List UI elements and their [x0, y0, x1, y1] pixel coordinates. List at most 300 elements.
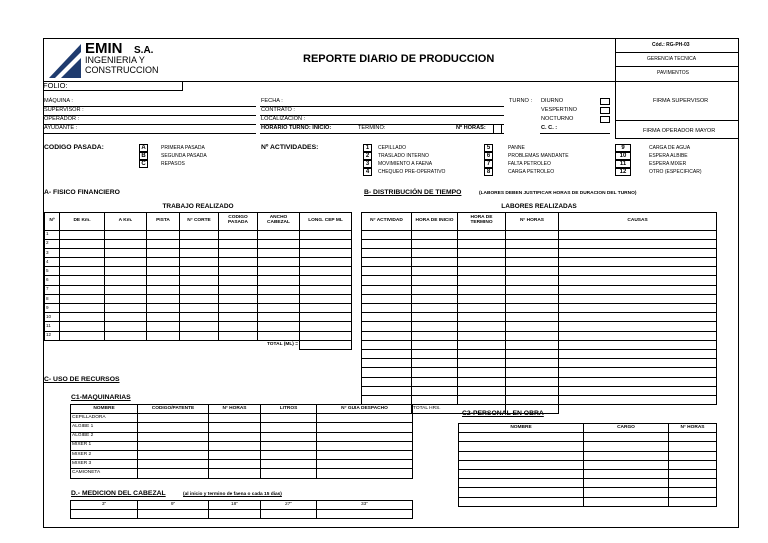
column-header: N° HORAS [506, 212, 559, 230]
table-cell[interactable] [258, 294, 300, 303]
table-cell[interactable] [261, 450, 317, 459]
table-cell[interactable] [219, 285, 258, 294]
table-cell[interactable] [458, 359, 506, 368]
table-cell[interactable] [458, 340, 506, 349]
table-cell[interactable] [60, 239, 105, 248]
table-cell[interactable] [258, 313, 300, 322]
table-cell[interactable] [219, 294, 258, 303]
table-cell[interactable] [459, 479, 584, 488]
table-cell[interactable] [412, 230, 458, 239]
table-cell[interactable] [180, 285, 219, 294]
header-divider [182, 81, 183, 90]
table-cell[interactable] [458, 313, 506, 322]
table-row [362, 377, 717, 386]
table-cell[interactable] [458, 368, 506, 377]
table-cell[interactable] [506, 276, 559, 285]
table-cell[interactable] [180, 322, 219, 331]
table-cell[interactable] [180, 304, 219, 313]
table-cell[interactable] [258, 322, 300, 331]
table-cell[interactable] [300, 276, 352, 285]
table-cell[interactable] [559, 239, 717, 248]
table-cell[interactable] [362, 340, 412, 349]
activity-code: 4 [363, 168, 372, 176]
table-cell[interactable] [362, 294, 412, 303]
table-cell[interactable] [362, 258, 412, 267]
contrato-label: CONTRATO : [261, 107, 295, 113]
firma-operador-label: FIRMA OPERADOR MAYOR [643, 128, 716, 134]
table-cell[interactable] [584, 497, 669, 506]
table-cell[interactable] [362, 386, 412, 395]
table-cell[interactable] [180, 331, 219, 340]
table-cell[interactable] [147, 267, 180, 276]
table-cell[interactable] [258, 331, 300, 340]
table-cell[interactable] [412, 248, 458, 257]
page-title: REPORTE DIARIO DE PRODUCCION [303, 53, 495, 65]
table-cell[interactable] [559, 322, 717, 331]
table-row [71, 460, 413, 469]
header-divider [615, 52, 739, 53]
table-cell[interactable] [506, 313, 559, 322]
table-cell[interactable] [506, 230, 559, 239]
table-cell[interactable] [317, 450, 413, 459]
table-cell[interactable] [459, 451, 584, 460]
table-cell[interactable] [258, 285, 300, 294]
table-cell[interactable] [105, 239, 147, 248]
table-cell[interactable] [559, 267, 717, 276]
row-number: 12 [45, 331, 60, 340]
column-header: N° GUIA DESPACHO [317, 405, 413, 414]
table-cell[interactable] [669, 451, 717, 460]
table-cell[interactable] [669, 442, 717, 451]
table-cell[interactable] [362, 331, 412, 340]
table-cell[interactable] [458, 322, 506, 331]
table-cell[interactable] [362, 322, 412, 331]
table-cell[interactable] [506, 331, 559, 340]
table-cell[interactable] [506, 267, 559, 276]
table-cell[interactable] [180, 276, 219, 285]
cc-label: C. C. : [541, 125, 558, 131]
table-cell[interactable] [60, 248, 105, 257]
table-cell[interactable] [317, 414, 413, 423]
table-cell[interactable] [60, 258, 105, 267]
table-cell[interactable] [584, 479, 669, 488]
cabezal-cell[interactable] [209, 510, 261, 519]
table-cell[interactable] [412, 258, 458, 267]
table-cell[interactable] [458, 276, 506, 285]
table-cell[interactable] [412, 239, 458, 248]
table-cell[interactable] [506, 304, 559, 313]
table-cell[interactable] [506, 294, 559, 303]
table-cell[interactable] [506, 377, 559, 386]
field-line [260, 106, 504, 107]
table-cell[interactable] [138, 432, 209, 441]
code-desc: REPASOS [161, 161, 185, 167]
horas-label: Nº HORAS: [456, 125, 486, 131]
table-cell[interactable] [219, 304, 258, 313]
table-cell[interactable] [300, 248, 352, 257]
table-cell[interactable] [209, 432, 261, 441]
table-cell[interactable] [412, 359, 458, 368]
table-cell[interactable] [506, 322, 559, 331]
table-row [45, 276, 352, 285]
table-cell[interactable] [584, 488, 669, 497]
table-cell[interactable] [147, 276, 180, 285]
table-cell[interactable] [219, 276, 258, 285]
table-row [45, 258, 352, 267]
table-cell[interactable] [412, 313, 458, 322]
table-cell[interactable] [506, 340, 559, 349]
table-cell[interactable] [60, 313, 105, 322]
table-cell[interactable] [258, 230, 300, 239]
table-cell[interactable] [669, 488, 717, 497]
table-cell[interactable] [219, 248, 258, 257]
table-cell[interactable] [180, 230, 219, 239]
table-row [45, 313, 352, 322]
table-cell[interactable] [300, 258, 352, 267]
table-cell[interactable] [219, 258, 258, 267]
table-row [45, 285, 352, 294]
table-cell[interactable] [300, 239, 352, 248]
table-cell[interactable] [412, 395, 458, 404]
table-cell[interactable] [506, 239, 559, 248]
table-cell[interactable] [105, 267, 147, 276]
table-cell[interactable] [458, 230, 506, 239]
table-cell[interactable] [362, 285, 412, 294]
table-cell[interactable] [362, 368, 412, 377]
table-cell[interactable] [219, 313, 258, 322]
table-cell[interactable] [60, 285, 105, 294]
column-header: NOMBRE [71, 405, 138, 414]
table-cell[interactable] [506, 386, 559, 395]
table-cell[interactable] [506, 368, 559, 377]
table-cell[interactable] [559, 368, 717, 377]
table-cell[interactable] [209, 450, 261, 459]
table-cell[interactable] [459, 433, 584, 442]
labores-title: LABORES REALIZADAS [362, 203, 717, 212]
table-cell[interactable] [147, 331, 180, 340]
area-label: PAVIMENTOS [657, 70, 689, 76]
table-cell[interactable] [60, 331, 105, 340]
table-row [362, 304, 717, 313]
table-cell[interactable] [459, 469, 584, 478]
table-cell[interactable] [60, 322, 105, 331]
table-cell[interactable] [147, 294, 180, 303]
field-divider [615, 138, 739, 139]
activity-desc: PROBLEMAS MANDANTE [508, 153, 569, 159]
table-cell[interactable] [559, 230, 717, 239]
vespertino-checkbox[interactable] [600, 107, 610, 114]
table-cell[interactable] [412, 331, 458, 340]
table-cell[interactable] [60, 230, 105, 239]
table-cell[interactable] [559, 276, 717, 285]
table-cell[interactable] [506, 285, 559, 294]
column-header: LITROS [261, 405, 317, 414]
table-cell[interactable] [105, 304, 147, 313]
cabezal-cell[interactable] [71, 510, 138, 519]
field-line [43, 115, 256, 116]
table-cell[interactable] [147, 258, 180, 267]
table-cell[interactable] [669, 460, 717, 469]
table-cell[interactable] [261, 432, 317, 441]
table-cell[interactable] [458, 294, 506, 303]
table-cell[interactable] [559, 349, 717, 358]
table-cell[interactable] [105, 313, 147, 322]
table-row [459, 433, 717, 442]
table-cell[interactable] [60, 294, 105, 303]
table-row [362, 368, 717, 377]
table-cell[interactable] [559, 304, 717, 313]
table-cell[interactable] [559, 340, 717, 349]
table-cell[interactable] [412, 285, 458, 294]
table-cell[interactable] [147, 285, 180, 294]
table-cell[interactable] [584, 451, 669, 460]
section-c-title: C- USO DE RECURSOS [44, 376, 120, 383]
table-cell[interactable] [105, 294, 147, 303]
table-cell[interactable] [317, 432, 413, 441]
table-cell[interactable] [362, 313, 412, 322]
table-row [459, 497, 717, 506]
header-divider [615, 66, 739, 67]
table-cell[interactable] [209, 441, 261, 450]
activity-code: 6 [484, 152, 493, 160]
column-header: CARGO [584, 424, 669, 433]
table-cell[interactable] [458, 331, 506, 340]
table-cell[interactable] [180, 258, 219, 267]
termino-label: TERMINO: [358, 125, 386, 131]
table-cell[interactable] [362, 377, 412, 386]
table-cell[interactable] [138, 423, 209, 432]
table-cell[interactable] [506, 349, 559, 358]
table-cell[interactable] [317, 423, 413, 432]
table-cell[interactable] [219, 331, 258, 340]
table-cell[interactable] [459, 460, 584, 469]
table-cell[interactable] [559, 331, 717, 340]
table-cell[interactable] [669, 433, 717, 442]
table-cell[interactable] [209, 469, 261, 478]
table-cell[interactable] [584, 460, 669, 469]
table-cell[interactable] [105, 230, 147, 239]
codigo-pasada-title: CODIGO PASADA: [44, 144, 104, 151]
table-cell[interactable] [258, 304, 300, 313]
table-cell[interactable] [584, 469, 669, 478]
table-cell[interactable] [412, 377, 458, 386]
table-row [45, 294, 352, 303]
table-cell[interactable] [147, 239, 180, 248]
table-cell[interactable] [559, 377, 717, 386]
table-cell[interactable] [458, 386, 506, 395]
table-cell[interactable] [261, 460, 317, 469]
table-cell[interactable] [105, 285, 147, 294]
total-hrs-label: TOTAL HRS. [412, 405, 506, 414]
row-number: 11 [45, 322, 60, 331]
table-cell[interactable] [669, 479, 717, 488]
table-cell[interactable] [300, 267, 352, 276]
machine-name: ALGIBE 2 [71, 432, 138, 441]
table-cell[interactable] [412, 349, 458, 358]
table-cell[interactable] [459, 442, 584, 451]
table-cell[interactable] [458, 304, 506, 313]
table-cell[interactable] [138, 469, 209, 478]
table-cell[interactable] [362, 359, 412, 368]
table-cell[interactable] [300, 331, 352, 340]
table-cell[interactable] [180, 294, 219, 303]
table-cell[interactable] [258, 248, 300, 257]
table-cell[interactable] [300, 285, 352, 294]
table-cell[interactable] [506, 395, 559, 404]
table-cell[interactable] [559, 285, 717, 294]
table-cell[interactable] [180, 239, 219, 248]
code-desc: PRIMERA PASADA [161, 145, 205, 151]
table-cell[interactable] [147, 313, 180, 322]
table-cell[interactable] [584, 433, 669, 442]
table-cell[interactable] [559, 386, 717, 395]
table-cell[interactable] [180, 313, 219, 322]
activity-desc: ESPERA ALBIBE [649, 153, 688, 159]
table-cell[interactable] [138, 441, 209, 450]
table-cell[interactable] [458, 349, 506, 358]
table-cell[interactable] [458, 267, 506, 276]
table-cell[interactable] [559, 258, 717, 267]
table-cell[interactable] [412, 340, 458, 349]
table-cell[interactable] [317, 469, 413, 478]
table-cell[interactable] [669, 469, 717, 478]
table-cell[interactable] [258, 239, 300, 248]
table-cell[interactable] [412, 276, 458, 285]
table-cell[interactable] [209, 414, 261, 423]
table-cell[interactable] [362, 248, 412, 257]
table-row [459, 460, 717, 469]
activity-code: 10 [615, 152, 631, 160]
table-cell[interactable] [362, 276, 412, 285]
table-cell[interactable] [412, 304, 458, 313]
cabezal-cell[interactable] [261, 510, 317, 519]
table-row [45, 239, 352, 248]
company-suffix: S.A. [134, 45, 154, 56]
table-cell[interactable] [219, 230, 258, 239]
table-cell[interactable] [180, 248, 219, 257]
table-cell[interactable] [300, 322, 352, 331]
column-header: Nº [45, 212, 60, 230]
table-cell[interactable] [147, 248, 180, 257]
table-cell[interactable] [261, 469, 317, 478]
table-cell[interactable] [300, 230, 352, 239]
table-cell[interactable] [458, 258, 506, 267]
table-cell[interactable] [261, 423, 317, 432]
horario-label: HORARIO TURNO: INICIO: [261, 125, 332, 131]
table-cell[interactable] [362, 267, 412, 276]
table-cell[interactable] [105, 276, 147, 285]
table-cell[interactable] [105, 331, 147, 340]
table-cell[interactable] [261, 414, 317, 423]
activity-desc: TRASLADO INTERNO [378, 153, 429, 159]
table-cell[interactable] [147, 230, 180, 239]
table-cell[interactable] [412, 386, 458, 395]
table-cell[interactable] [412, 368, 458, 377]
table-cell[interactable] [60, 267, 105, 276]
table-cell[interactable] [412, 294, 458, 303]
table-cell[interactable] [209, 423, 261, 432]
table-cell[interactable] [258, 267, 300, 276]
table-cell[interactable] [219, 239, 258, 248]
table-cell[interactable] [300, 304, 352, 313]
table-cell[interactable] [362, 304, 412, 313]
vespertino-label: VESPERTINO [541, 107, 577, 113]
table-cell[interactable] [559, 313, 717, 322]
activity-code: 7 [484, 160, 493, 168]
table-cell[interactable] [669, 497, 717, 506]
table-cell[interactable] [506, 248, 559, 257]
actividades-title: Nº ACTIVIDADES: [261, 144, 319, 151]
table-cell[interactable] [147, 304, 180, 313]
table-cell[interactable] [362, 239, 412, 248]
activity-desc: ESPERA MIXER [649, 161, 687, 167]
table-cell[interactable] [458, 285, 506, 294]
table-cell[interactable] [506, 258, 559, 267]
table-cell[interactable] [317, 441, 413, 450]
table-cell[interactable] [559, 294, 717, 303]
table-cell[interactable] [209, 460, 261, 469]
table-cell[interactable] [362, 230, 412, 239]
table-cell[interactable] [60, 276, 105, 285]
table-cell[interactable] [559, 248, 717, 257]
table-cell[interactable] [219, 322, 258, 331]
table-cell[interactable] [138, 414, 209, 423]
company-line3: CONSTRUCCION [85, 65, 159, 75]
table-cell[interactable] [458, 239, 506, 248]
table-cell[interactable] [300, 313, 352, 322]
table-row [45, 248, 352, 257]
table-cell[interactable] [180, 267, 219, 276]
table-cell[interactable] [300, 294, 352, 303]
table-cell[interactable] [138, 460, 209, 469]
table-cell[interactable] [584, 442, 669, 451]
table-cell[interactable] [261, 441, 317, 450]
table-cell[interactable] [458, 377, 506, 386]
table-cell[interactable] [459, 497, 584, 506]
total-ml-cell[interactable] [300, 340, 352, 349]
table-cell[interactable] [258, 276, 300, 285]
table-cell[interactable] [506, 359, 559, 368]
diurno-checkbox[interactable] [600, 98, 610, 105]
nocturno-checkbox[interactable] [600, 116, 610, 123]
table-row [71, 414, 413, 423]
table-cell[interactable] [458, 248, 506, 257]
table-cell[interactable] [105, 322, 147, 331]
table-cell[interactable] [362, 349, 412, 358]
cabezal-cell[interactable] [138, 510, 209, 519]
table-cell[interactable] [105, 248, 147, 257]
table-cell[interactable] [458, 395, 506, 404]
table-cell[interactable] [105, 258, 147, 267]
table-cell[interactable] [147, 322, 180, 331]
cabezal-cell[interactable] [317, 510, 413, 519]
table-cell[interactable] [138, 450, 209, 459]
table-row [71, 450, 413, 459]
personal-table [458, 423, 717, 507]
table-cell[interactable] [317, 460, 413, 469]
table-cell[interactable] [219, 267, 258, 276]
table-cell[interactable] [258, 258, 300, 267]
column-header: CODIGO/PATENTE [138, 405, 209, 414]
table-cell[interactable] [412, 322, 458, 331]
table-cell[interactable] [559, 395, 717, 404]
localizacion-label: LOCALIZACION : [261, 116, 306, 122]
table-cell[interactable] [60, 304, 105, 313]
table-cell[interactable] [412, 267, 458, 276]
table-row [45, 331, 352, 340]
table-cell[interactable] [559, 359, 717, 368]
table-cell[interactable] [459, 488, 584, 497]
